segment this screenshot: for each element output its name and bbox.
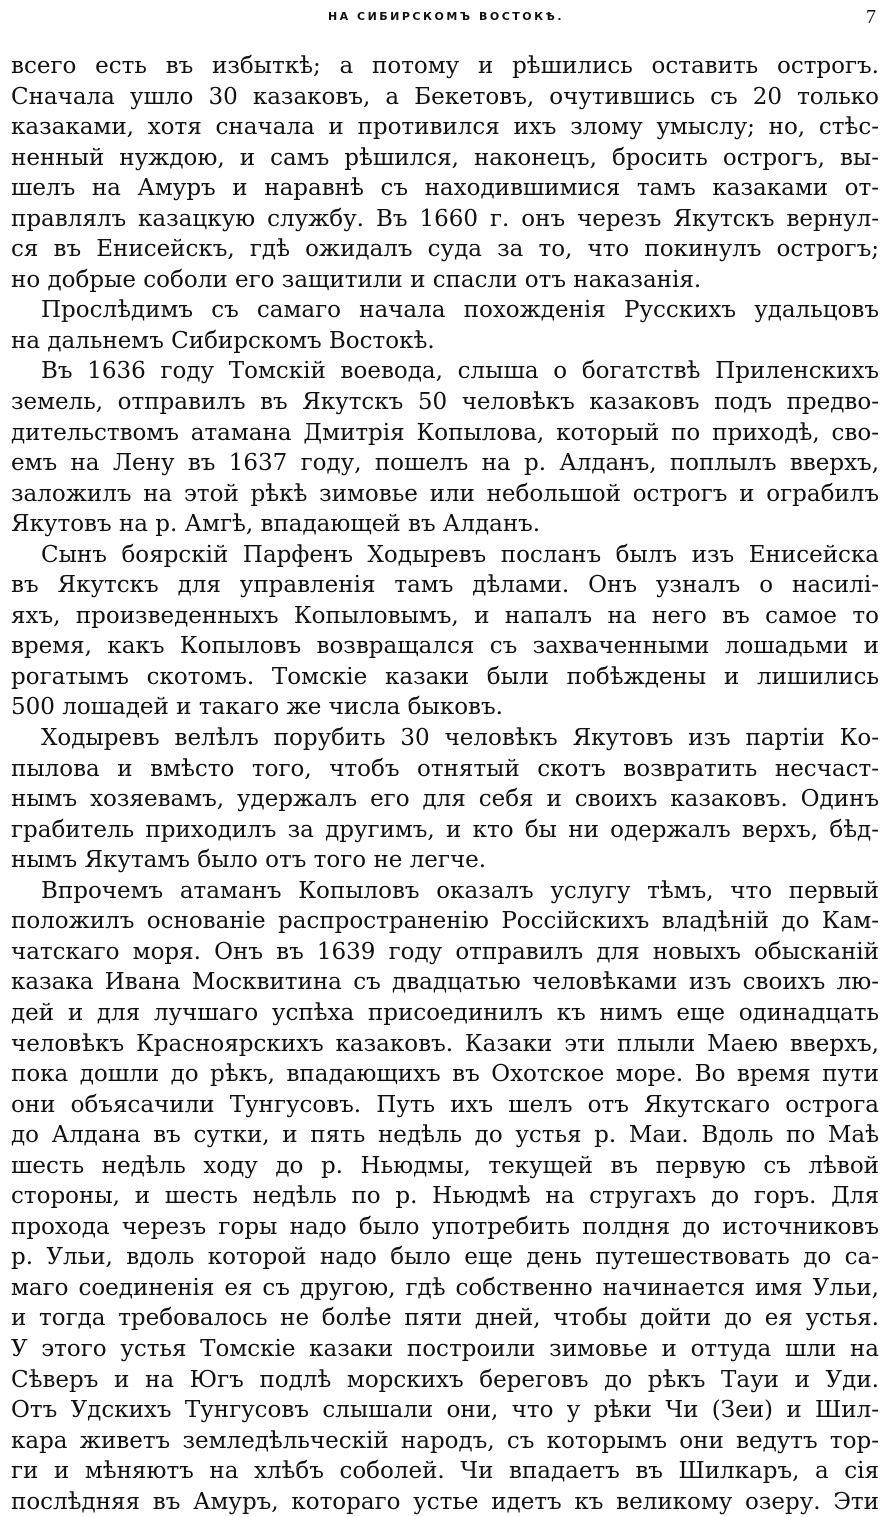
- paragraph-first-line: Впрочемъ атаманъ Копыловъ оказалъ услугу тѣмъ, что первый: [41, 877, 879, 904]
- running-head: [0, 6, 892, 30]
- text-line: Сначала ушло 30 казаковъ, а Бекетовъ, очутившись съ 20 только: [11, 83, 879, 110]
- paragraph-first-line: Ходыревъ велѣлъ порубить 30 человѣкъ Якутовъ изъ партіи Ко-: [41, 725, 879, 752]
- page-number: 7: [866, 6, 876, 28]
- text-line: они объясачили Тунгусовъ. Путь ихъ шелъ отъ Якутскаго острога: [11, 1091, 879, 1118]
- running-title: НА СИБИРСКОМЪ ВОСТОКѢ.: [327, 10, 565, 23]
- text-line: Якутовъ на р. Амгѣ, впадающей въ Алданъ.: [11, 511, 541, 538]
- text-line: шесть недѣль ходу до р. Ньюдмы, текущей въ первую съ лѣвой: [11, 1152, 879, 1179]
- text-line: земель, отправилъ въ Якутскъ 50 человѣкъ казаковъ подъ предво-: [11, 389, 879, 416]
- paragraph-first-line: Прослѣдимъ съ самаго начала похожденія Русскихъ удальцовъ: [41, 297, 879, 324]
- text-line: положилъ основаніе распространенію Россійскихъ владѣній до Кам-: [11, 908, 879, 935]
- text-line: человѣкъ Красноярскихъ казаковъ. Казаки эти плыли Маею вверхъ,: [11, 1030, 879, 1057]
- text-line: заложилъ на этой рѣкѣ зимовье или небольшой острогъ и ограбилъ: [11, 480, 879, 507]
- text-line: р. Ульи, вдоль которой надо было еще день путешествовать до са-: [11, 1244, 879, 1271]
- text-line: грабитель приходилъ за другимъ, и кто бы ни одержалъ верхъ, бѣд-: [11, 816, 879, 843]
- text-line: яхъ, произведенныхъ Копыловымъ, и напалъ на него въ самое то: [11, 602, 879, 629]
- text-line: до Алдана въ сутки, и пять недѣль до устья р. Маи. Вдоль по Маѣ: [11, 1122, 879, 1149]
- text-line: шелъ на Амуръ и наравнѣ съ находившимися тамъ казаками от-: [11, 175, 879, 202]
- text-line: маго соединенія ея съ другою, гдѣ собственно начинается имя Ульи,: [11, 1274, 879, 1301]
- text-line: нымъ хозяевамъ, удержалъ его для себя и своихъ казаковъ. Одинъ: [11, 786, 879, 813]
- text-line: прохода черезъ горы надо было употребить полдня до источниковъ: [11, 1213, 879, 1240]
- text-line: У этого устья Томскіе казаки построили зимовье и оттуда шли на: [11, 1335, 879, 1362]
- text-line: но добрые соболи его защитили и спасли отъ наказанія.: [11, 266, 702, 293]
- text-line: правлялъ казацкую службу. Въ 1660 г. онъ черезъ Якутскъ вернул-: [11, 205, 879, 232]
- text-line: Отъ Удскихъ Тунгусовъ слышали они, что у рѣки Чи (Зеи) и Шил-: [11, 1397, 879, 1424]
- text-line: дительствомъ атамана Дмитрія Копылова, который по приходѣ, сво-: [11, 419, 879, 446]
- text-line: ненный нуждою, и самъ рѣшился, наконецъ, бросить острогъ, вы-: [11, 144, 879, 171]
- text-line: Сѣверъ и на Югъ подлѣ морскихъ береговъ до рѣкъ Тауи и Уди.: [11, 1366, 879, 1393]
- text-line: на дальнемъ Сибирскомъ Востокѣ.: [11, 327, 435, 354]
- text-line: дей и для лучшаго успѣха присоединилъ къ нимъ еще одинадцать: [11, 999, 879, 1026]
- text-line: пылова и вмѣсто того, чтобъ отнятый скотъ возвратить несчаст-: [11, 755, 879, 782]
- paragraph-first-line: Сынъ боярскій Парфенъ Ходыревъ посланъ былъ изъ Енисейска: [41, 541, 879, 568]
- text-line: время, какъ Копыловъ возвращался съ захваченными лошадьми и: [11, 633, 879, 660]
- text-line: казака Ивана Москвитина съ двадцатью человѣками изъ своихъ лю-: [11, 969, 879, 996]
- text-line: чатскаго моря. Онъ въ 1639 году отправилъ для новыхъ обысканій: [11, 938, 879, 965]
- text-line: въ Якутскъ для управленія тамъ дѣлами. Онъ узналъ о насилі-: [11, 572, 879, 599]
- text-line: нымъ Якутамъ было отъ того не легче.: [11, 847, 487, 874]
- text-line: казаками, хотя сначала и противился ихъ злому умыслу; но, стѣс-: [11, 114, 879, 141]
- body-text: [11, 51, 879, 1517]
- text-line: кара живетъ земледѣльческій народъ, съ которымъ они ведутъ тор-: [11, 1427, 879, 1454]
- text-line: стороны, и шесть недѣль по р. Ньюдмѣ на стругахъ до горъ. Для: [11, 1183, 879, 1210]
- text-line: послѣдняя въ Амуръ, котораго устье идетъ къ великому озеру. Эти: [11, 1488, 879, 1515]
- text-line: ся въ Енисейскъ, гдѣ ожидалъ суда за то, что покинулъ острогъ;: [11, 236, 879, 263]
- text-line: ги и мѣняютъ на хлѣбъ соболей. Чи впадаетъ въ Шилкаръ, а сія: [11, 1458, 879, 1485]
- text-line: емъ на Лену въ 1637 году, пошелъ на р. Алданъ, поплылъ вверхъ,: [11, 450, 879, 477]
- text-line: рогатымъ скотомъ. Томскіе казаки были побѣждены и лишились: [11, 663, 879, 690]
- text-line: 500 лошадей и такаго же числа быковъ.: [11, 694, 503, 721]
- paragraph-first-line: Въ 1636 году Томскій воевода, слыша о богатствѣ Приленскихъ: [41, 358, 879, 385]
- text-line: пока дошли до рѣкъ, впадающихъ въ Охотское море. Во время пути: [11, 1061, 879, 1088]
- text-line: всего есть въ избыткѣ; а потому и рѣшились оставить острогъ.: [11, 53, 879, 79]
- text-line: и тогда требовалось не болѣе пяти дней, чтобы дойти до ея устья.: [11, 1305, 879, 1332]
